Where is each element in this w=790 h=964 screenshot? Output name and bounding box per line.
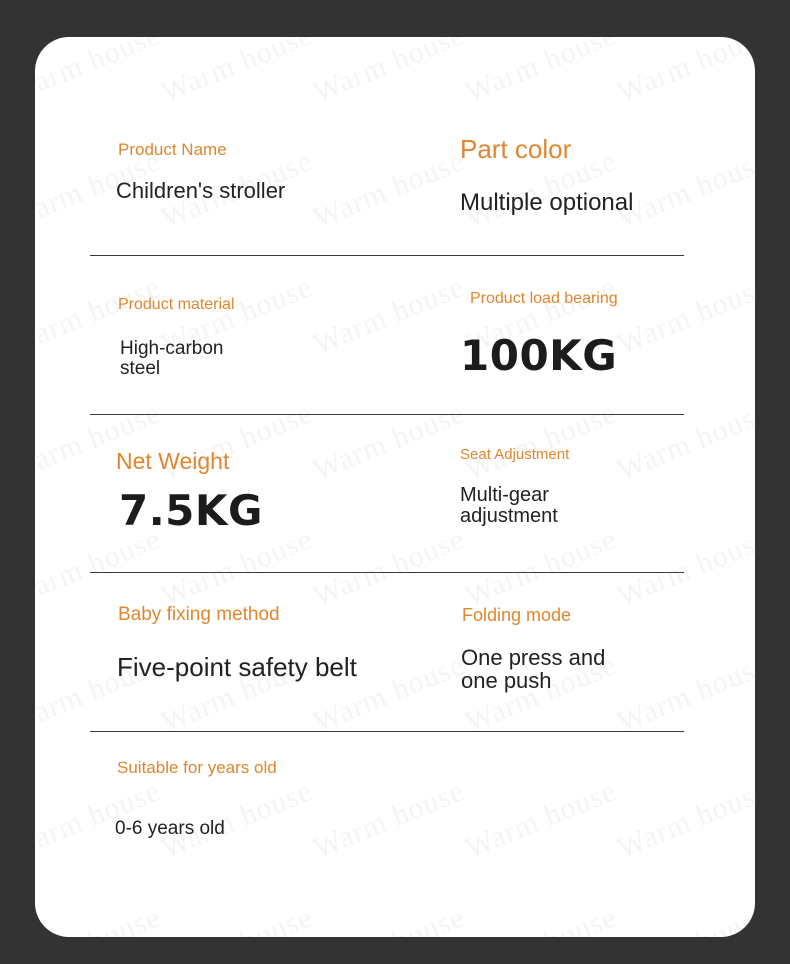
load-bearing-value: 100KG <box>460 331 618 380</box>
folding-mode-value <box>461 646 605 692</box>
net-weight-value: 7.5KG <box>119 486 263 535</box>
watermark-text <box>156 900 317 937</box>
watermark-text <box>156 37 317 110</box>
watermark-text <box>612 900 755 937</box>
seat-adjustment-value <box>460 485 558 527</box>
watermark-text <box>308 900 469 937</box>
part-color-value: Multiple optional <box>460 189 634 216</box>
load-bearing-label: Product load bearing <box>470 290 618 307</box>
folding-mode-value-line2: one push <box>461 668 552 694</box>
watermark-text <box>612 144 755 235</box>
watermark-text <box>612 396 755 487</box>
watermark-text <box>612 522 755 613</box>
watermark-text <box>308 396 469 487</box>
watermark-text <box>612 270 755 361</box>
part-color-label: Part color <box>460 134 572 164</box>
watermark-text <box>35 522 166 613</box>
product-material-value <box>120 339 224 379</box>
suitable-age-label: Suitable for years old <box>117 758 277 777</box>
watermark-text <box>460 774 621 865</box>
watermark-text <box>156 522 317 613</box>
watermark-text <box>612 648 755 739</box>
product-name-label: Product Name <box>118 140 227 159</box>
watermark-text <box>460 522 621 613</box>
product-material-value-line1: High-carbon <box>120 338 224 359</box>
row-divider <box>90 572 684 573</box>
watermark-text <box>460 37 621 110</box>
watermark-text <box>308 270 469 361</box>
row-divider <box>90 731 684 732</box>
folding-mode-label: Folding mode <box>462 605 572 625</box>
watermark-text <box>35 900 166 937</box>
watermark-text <box>460 396 621 487</box>
baby-fixing-label: Baby fixing method <box>118 604 280 625</box>
product-material-value-line2: steel <box>120 357 161 379</box>
seat-adjustment-value-line2: adjustment <box>460 505 558 527</box>
product-name-value: Children's stroller <box>116 178 286 203</box>
row-divider <box>90 414 684 415</box>
suitable-age-value: 0-6 years old <box>115 818 225 839</box>
product-material-label: Product material <box>118 296 235 313</box>
watermark-text <box>308 774 469 865</box>
seat-adjustment-value-line1: Multi-gear <box>460 484 549 506</box>
watermark-text <box>612 774 755 865</box>
watermark-text <box>460 900 621 937</box>
watermark-text <box>308 37 469 110</box>
folding-mode-value-line1: One press and <box>461 645 606 670</box>
net-weight-label: Net Weight <box>116 448 230 474</box>
spec-card <box>35 37 755 937</box>
seat-adjustment-label: Seat Adjustment <box>460 446 570 463</box>
watermark-text <box>612 37 755 110</box>
baby-fixing-value: Five-point safety belt <box>117 652 357 682</box>
watermark-text <box>308 144 469 235</box>
watermark-text <box>35 37 166 110</box>
watermark-text <box>308 522 469 613</box>
row-divider <box>90 255 684 256</box>
